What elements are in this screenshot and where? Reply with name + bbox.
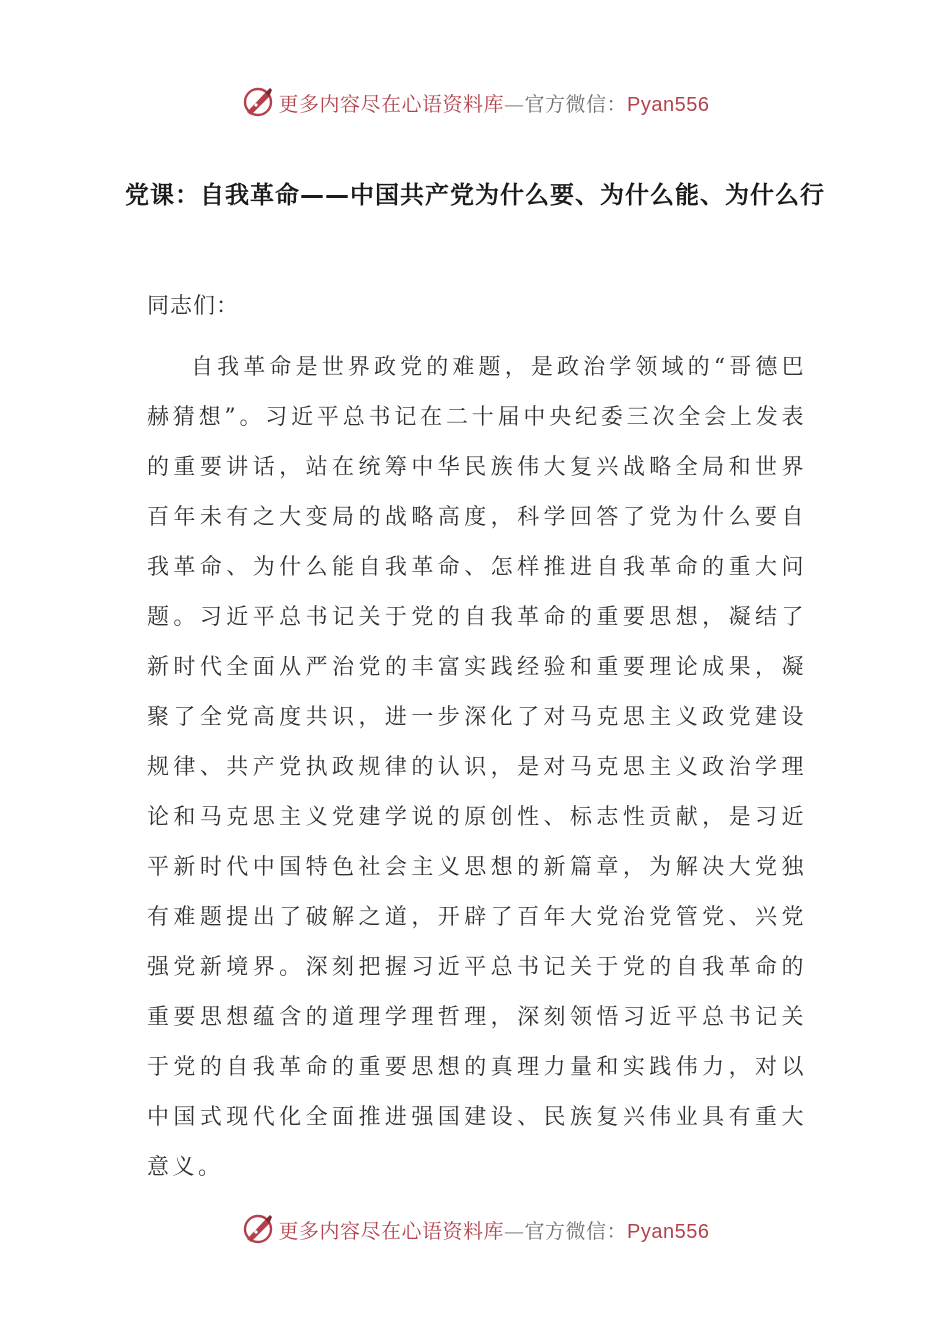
salutation: 同志们： bbox=[147, 294, 240, 319]
banner-lead-text: 更多内容尽在心语资料库 bbox=[278, 1218, 505, 1243]
banner-wechat-id: Pyan556 bbox=[627, 93, 710, 116]
banner-sub-text: 官方微信： bbox=[524, 1218, 628, 1243]
body-paragraph: 自我革命是世界政党的难题，是政治学领域的“哥德巴赫猜想”。习近平总书记在二十届中央纪委三次全会上发表的重要讲话，站在统筹中华民族伟大复兴战略全局和世界百年未有之大变局的战略高度，科学回答了党为什么要自我革命、为什么能自我革命、怎样推进自我革命的重大问题。习近平总书记关于党的自我革命的重要思想，凝结了新时代全面从严治党的丰富实践经验和重要理论成果，凝聚了全党高度共识，进一步深化了对马克思主义政党建设规律、共产党执政规律的认识，是对马克思主义政治学理论和马克思主义党建学说的原创性、标志性贡献，是习近平新时代中国特色社会主义思想的新篇章，为解决大党独有难题提出了破解之道，开辟了百年大党治党管党、兴党强党新境界。深刻把握习近平总书记关于党的自我革命的重要思想蕴含的道理学理哲理，深刻领悟习近平总书记关于党的自我革命的重要思想的真理力量和实践伟力，对以中国式现代化全面推进强国建设、民族复兴伟业具有重大意义。 bbox=[147, 355, 807, 1180]
banner-dash: — bbox=[504, 91, 525, 116]
banner-sub-text: 官方微信： bbox=[524, 91, 628, 116]
header-banner bbox=[0, 82, 950, 122]
banner-text bbox=[279, 88, 710, 117]
banner-lead-text: 更多内容尽在心语资料库 bbox=[278, 91, 505, 116]
banner-text bbox=[279, 1215, 710, 1244]
banner-wechat-id: Pyan556 bbox=[627, 1220, 710, 1243]
banner-dash: — bbox=[504, 1218, 525, 1243]
footer-banner bbox=[0, 1209, 950, 1249]
pen-nib-logo-icon bbox=[241, 1212, 275, 1246]
pen-nib-logo-icon bbox=[241, 85, 275, 119]
document-title: 党课：自我革命——中国共产党为什么要、为什么能、为什么行 bbox=[125, 181, 825, 209]
